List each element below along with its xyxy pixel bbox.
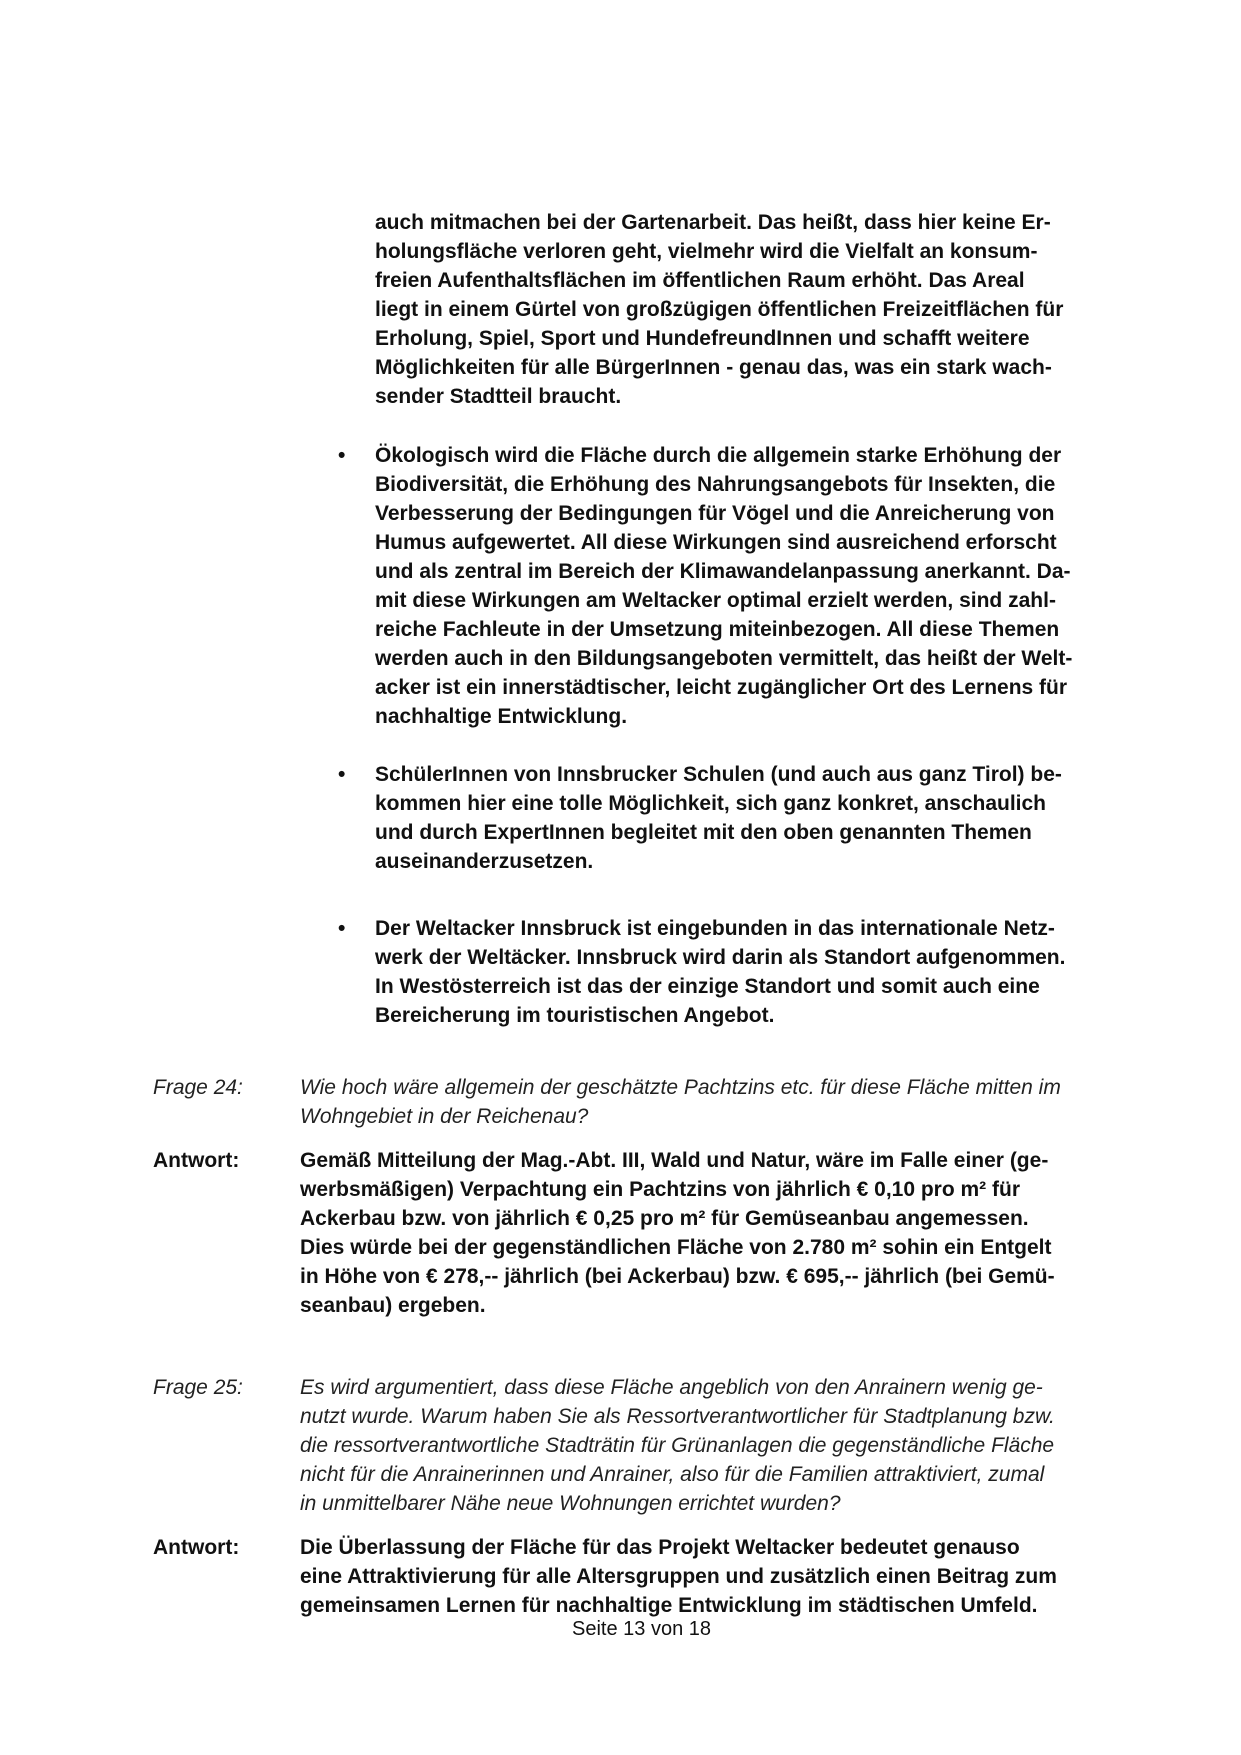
text-line: Wie hoch wäre allgemein der geschätzte Pachtzins etc. für diese Fläche mitten im <box>300 1076 1061 1099</box>
answer-text <box>300 1533 1057 1620</box>
text-line: Wohngebiet in der Reichenau? <box>300 1105 589 1128</box>
text-line: gemeinsamen Lernen für nachhaltige Entwicklung im städtischen Umfeld. <box>300 1594 1038 1617</box>
text-line: Gemäß Mitteilung der Mag.-Abt. III, Wald und Natur, wäre im Falle einer (ge- <box>300 1149 1049 1172</box>
text-line: Ackerbau bzw. von jährlich € 0,25 pro m² für Gemüseanbau angemessen. <box>300 1207 1029 1230</box>
text-line: sender Stadtteil braucht. <box>375 385 622 408</box>
answer-label: Antwort: <box>153 1536 240 1559</box>
bullet-marker: • <box>338 444 346 467</box>
text-line: nachhaltige Entwicklung. <box>375 705 628 728</box>
text-line: mit diese Wirkungen am Weltacker optimal erzielt werden, sind zahl- <box>375 589 1056 612</box>
question-label: Frage 25: <box>153 1376 243 1399</box>
text-line: acker ist ein innerstädtischer, leicht zugänglicher Ort des Lernens für <box>375 676 1068 699</box>
intro-paragraph <box>375 208 1063 411</box>
text-line: die ressortverantwortliche Stadträtin für Grünanlagen die gegenständliche Fläche <box>300 1434 1055 1457</box>
text-line: In Westösterreich ist das der einzige Standort und somit auch eine <box>375 975 1040 998</box>
text-line: Bereicherung im touristischen Angebot. <box>375 1004 775 1027</box>
text-line: Biodiversität, die Erhöhung des Nahrungsangebots für Insekten, die <box>375 473 1056 496</box>
bullet-text <box>375 914 1065 1030</box>
text-line: Humus aufgewertet. All diese Wirkungen sind ausreichend erforscht <box>375 531 1057 554</box>
text-line: werden auch in den Bildungsangeboten vermittelt, das heißt der Welt- <box>375 647 1073 670</box>
text-line: reiche Fachleute in der Umsetzung miteinbezogen. All diese Themen <box>375 618 1060 641</box>
text-line: Verbesserung der Bedingungen für Vögel und die Anreicherung von <box>375 502 1055 525</box>
text-line: holungsfläche verloren geht, vielmehr wird die Vielfalt an konsum- <box>375 240 1038 263</box>
text-line: nicht für die Anrainerinnen und Anrainer, also für die Familien attraktiviert, zumal <box>300 1463 1045 1486</box>
text-line: Es wird argumentiert, dass diese Fläche angeblich von den Anrainern wenig ge- <box>300 1376 1043 1399</box>
text-line: und als zentral im Bereich der Klimawandelanpassung anerkannt. Da- <box>375 560 1071 583</box>
text-line: Dies würde bei der gegenständlichen Fläche von 2.780 m² sohin ein Entgelt <box>300 1236 1052 1259</box>
text-line: Der Weltacker Innsbruck ist eingebunden in das internationale Netz- <box>375 917 1055 940</box>
text-line: in Höhe von € 278,-- jährlich (bei Ackerbau) bzw. € 695,-- jährlich (bei Gemü- <box>300 1265 1055 1288</box>
text-line: auseinanderzusetzen. <box>375 850 594 873</box>
text-line: Ökologisch wird die Fläche durch die allgemein starke Erhöhung der <box>375 444 1062 467</box>
text-line: Möglichkeiten für alle BürgerInnen - genau das, was ein stark wach- <box>375 356 1052 379</box>
text-line: eine Attraktivierung für alle Altersgruppen und zusätzlich einen Beitrag zum <box>300 1565 1057 1588</box>
page-number: Seite 13 von 18 <box>572 1618 711 1640</box>
text-line: werbsmäßigen) Verpachtung ein Pachtzins von jährlich € 0,10 pro m² für <box>300 1178 1020 1201</box>
text-line: und durch ExpertInnen begleitet mit den oben genannten Themen <box>375 821 1032 844</box>
bullet-marker: • <box>338 763 346 786</box>
bullet-marker: • <box>338 917 346 940</box>
text-line: liegt in einem Gürtel von großzügigen öffentlichen Freizeitflächen für <box>375 298 1064 321</box>
text-line: kommen hier eine tolle Möglichkeit, sich ganz konkret, anschaulich <box>375 792 1047 815</box>
text-line: in unmittelbarer Nähe neue Wohnungen errichtet wurden? <box>300 1492 841 1515</box>
text-line: auch mitmachen bei der Gartenarbeit. Das heißt, dass hier keine Er- <box>375 211 1051 234</box>
answer-text <box>300 1146 1055 1320</box>
bullet-text <box>375 760 1062 876</box>
question-label: Frage 24: <box>153 1076 243 1099</box>
text-line: werk der Weltäcker. Innsbruck wird darin als Standort aufgenommen. <box>375 946 1066 969</box>
question-text <box>300 1373 1055 1518</box>
text-line: nutzt wurde. Warum haben Sie als Ressortverantwortlicher für Stadtplanung bzw. <box>300 1405 1055 1428</box>
text-line: seanbau) ergeben. <box>300 1294 486 1317</box>
bullet-text <box>375 441 1072 731</box>
text-line: Erholung, Spiel, Sport und HundefreundInnen und schafft weitere <box>375 327 1030 350</box>
text-line: SchülerInnen von Innsbrucker Schulen (und auch aus ganz Tirol) be- <box>375 763 1062 786</box>
text-line: freien Aufenthaltsflächen im öffentlichen Raum erhöht. Das Areal <box>375 269 1025 292</box>
answer-label: Antwort: <box>153 1149 240 1172</box>
text-line: Die Überlassung der Fläche für das Projekt Weltacker bedeutet genauso <box>300 1536 1020 1559</box>
question-text <box>300 1073 1061 1131</box>
